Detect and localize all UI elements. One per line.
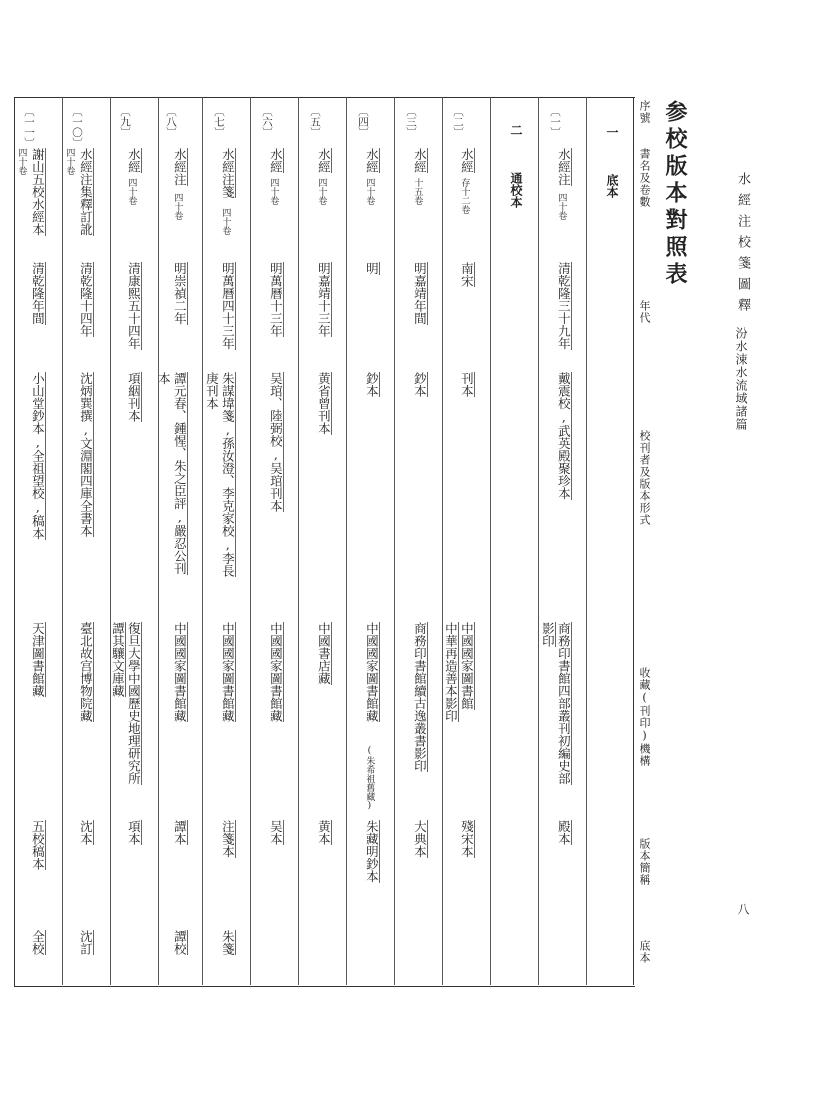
row-collection: 商務印書館續古逸叢書影印 xyxy=(412,622,428,772)
row-book: 水經 xyxy=(126,148,142,173)
column-divider xyxy=(586,97,587,985)
section-base-label: 底本 xyxy=(605,174,619,198)
row-base: 朱箋 xyxy=(220,930,236,955)
row-collection-2: 影印 xyxy=(540,622,556,647)
row-editor: 戴震校,武英殿聚珍本 xyxy=(556,372,572,500)
column-divider xyxy=(110,97,111,985)
row-book-volumes: 十五卷 xyxy=(412,178,423,205)
section-base-num: 一 xyxy=(605,126,619,138)
row-seq: 〔四〕 xyxy=(357,106,369,138)
row-book: 謝山五校水經本 xyxy=(30,148,46,236)
row-editor: 項絪刊本 xyxy=(126,372,142,422)
row-collection: 中國國家圖書館藏 xyxy=(364,622,380,722)
row-collection: 中國國家圖書館 xyxy=(459,622,475,710)
row-abbreviation: 吴本 xyxy=(268,820,284,845)
row-book: 水經 xyxy=(459,148,475,173)
row-book: 水經 xyxy=(316,148,332,173)
row-base: 全校 xyxy=(30,930,46,955)
row-era: 清康熙五十四年 xyxy=(126,262,142,350)
row-book-volumes: 四十卷 xyxy=(316,178,327,205)
row-book-volumes: 四十卷 xyxy=(364,178,375,205)
column-divider xyxy=(490,97,491,985)
row-era: 明崇禎二年 xyxy=(172,262,188,325)
header-editor: 校刊者及版本形式 xyxy=(638,430,651,526)
row-abbreviation: 朱藏明鈔本 xyxy=(364,820,380,883)
row-editor-cont: 本 xyxy=(156,372,172,385)
row-era: 明 xyxy=(364,262,380,275)
row-seq: 〔五〕 xyxy=(309,106,321,138)
row-book: 水經 xyxy=(268,148,284,173)
row-book: 水經注 xyxy=(172,148,188,186)
row-book: 水經注箋 xyxy=(220,148,236,198)
column-divider xyxy=(538,97,539,985)
column-divider xyxy=(62,97,63,985)
row-abbreviation: 注箋本 xyxy=(220,820,236,858)
row-abbreviation: 沈本 xyxy=(78,820,94,845)
row-seq: 〔七〕 xyxy=(213,106,225,138)
header-abbreviation: 版本簡稱 xyxy=(638,838,651,886)
row-collection: 中國國家圖書館藏 xyxy=(172,622,188,722)
row-book-volumes: 四十卷 xyxy=(16,148,27,175)
row-book-volumes: 四十卷 xyxy=(556,193,567,220)
column-divider xyxy=(298,97,299,985)
row-era: 明萬曆四十三年 xyxy=(220,262,236,350)
header-era: 年代 xyxy=(638,300,651,324)
row-editor: 鈔本 xyxy=(412,372,428,397)
header-collection: 收藏(刊印)機構 xyxy=(638,667,651,767)
row-editor: 黄省曾刊本 xyxy=(316,372,332,435)
section-collation xyxy=(508,124,525,208)
row-seq: 〔八〕 xyxy=(165,106,177,138)
row-era: 明嘉靖年間 xyxy=(412,262,428,325)
header-base: 底本 xyxy=(638,940,651,964)
row-book-volumes: 四十卷 xyxy=(64,148,75,175)
row-book-volumes: 存十二卷 xyxy=(459,178,470,214)
column-divider xyxy=(346,97,347,985)
row-era: 清乾隆年間 xyxy=(30,262,46,325)
row-abbreviation: 黄本 xyxy=(316,820,332,845)
row-editor: 吴琯、陸弼校,吴琯刊本 xyxy=(268,372,284,512)
row-era: 清乾隆十四年 xyxy=(78,262,94,337)
row-seq: 〔六〕 xyxy=(261,106,273,138)
row-abbreviation: 項本 xyxy=(126,820,142,845)
row-abbreviation: 五校稿本 xyxy=(30,820,46,870)
row-book-volumes: 四十卷 xyxy=(172,193,183,220)
row-book: 水經 xyxy=(412,148,428,173)
row-era: 清乾隆三十九年 xyxy=(556,262,572,350)
row-abbreviation: 譚本 xyxy=(172,820,188,845)
row-abbreviation: 大典本 xyxy=(412,820,428,858)
row-collection: 臺北故宫博物院藏 xyxy=(78,622,94,722)
row-seq: 〔二〕 xyxy=(452,106,464,138)
row-collection-2: 中華再造善本影印 xyxy=(443,622,459,722)
row-editor-cont: 庚刊本 xyxy=(204,372,220,410)
section-collation-num: 二 xyxy=(509,124,523,136)
row-era: 明嘉靖十三年 xyxy=(316,262,332,337)
running-title: 水經注校箋圖釋 xyxy=(735,172,750,319)
row-book: 水經注 xyxy=(556,148,572,186)
row-collection: 商務印書館四部叢刊初編史部 xyxy=(556,622,572,785)
page-number: 八 xyxy=(736,903,750,915)
comparison-table xyxy=(14,97,635,987)
row-seq: 〔一一〕 xyxy=(23,106,35,148)
row-editor: 刊本 xyxy=(459,372,475,397)
row-book-volumes: 四十卷 xyxy=(268,178,279,205)
row-editor: 沈炳巽撰,文淵閣四庫全書本 xyxy=(78,372,94,537)
row-collection-note: (朱希祖舊藏) xyxy=(364,746,375,811)
row-collection: 中國書店藏 xyxy=(316,622,332,685)
row-seq: 〔九〕 xyxy=(119,106,131,138)
row-book-volumes: 四十卷 xyxy=(126,178,137,205)
table-title: 参校版本對照表 xyxy=(662,100,688,289)
column-divider xyxy=(250,97,251,985)
row-collection: 中國國家圖書館藏 xyxy=(268,622,284,722)
row-base: 譚校 xyxy=(172,930,188,955)
row-collection: 中國國家圖書館藏 xyxy=(220,622,236,722)
row-era: 明萬曆十三年 xyxy=(268,262,284,337)
column-divider xyxy=(442,97,443,985)
row-editor: 朱謀㙔箋,孫汝澄、李克家校,李長 xyxy=(220,372,236,577)
section-collation-label: 通校本 xyxy=(509,172,523,208)
row-abbreviation: 殘宋本 xyxy=(459,820,475,858)
row-seq: 〔三〕 xyxy=(405,106,417,138)
table-right-border xyxy=(633,97,634,985)
column-divider xyxy=(158,97,159,985)
row-editor: 鈔本 xyxy=(364,372,380,397)
running-subtitle: 汾水涑水流域諸篇 xyxy=(734,327,748,431)
column-divider xyxy=(394,97,395,985)
row-seq: 〔一〇〕 xyxy=(71,106,83,148)
row-collection-2: 譚其驤文庫藏 xyxy=(110,622,126,697)
row-book: 水經 xyxy=(364,148,380,173)
row-book: 水經注集釋訂訛 xyxy=(78,148,94,236)
row-book-volumes: 四十卷 xyxy=(220,208,231,235)
row-base: 沈訂 xyxy=(78,930,94,955)
header-seq: 序號 xyxy=(638,100,651,124)
header-book: 書名及卷數 xyxy=(638,148,651,208)
row-collection: 復旦大學中國歷史地理研究所 xyxy=(126,622,142,785)
row-era: 南宋 xyxy=(459,262,475,287)
row-collection: 天津圖書館藏 xyxy=(30,622,46,697)
column-divider xyxy=(202,97,203,985)
row-seq: 〔一〕 xyxy=(549,106,561,138)
row-editor: 譚元春、鍾惺、朱之臣評,嚴忍公刊 xyxy=(172,372,188,575)
row-abbreviation: 殿本 xyxy=(556,820,572,845)
section-base xyxy=(604,126,621,198)
row-editor: 小山堂鈔本,全祖望校,稿本 xyxy=(30,372,46,540)
